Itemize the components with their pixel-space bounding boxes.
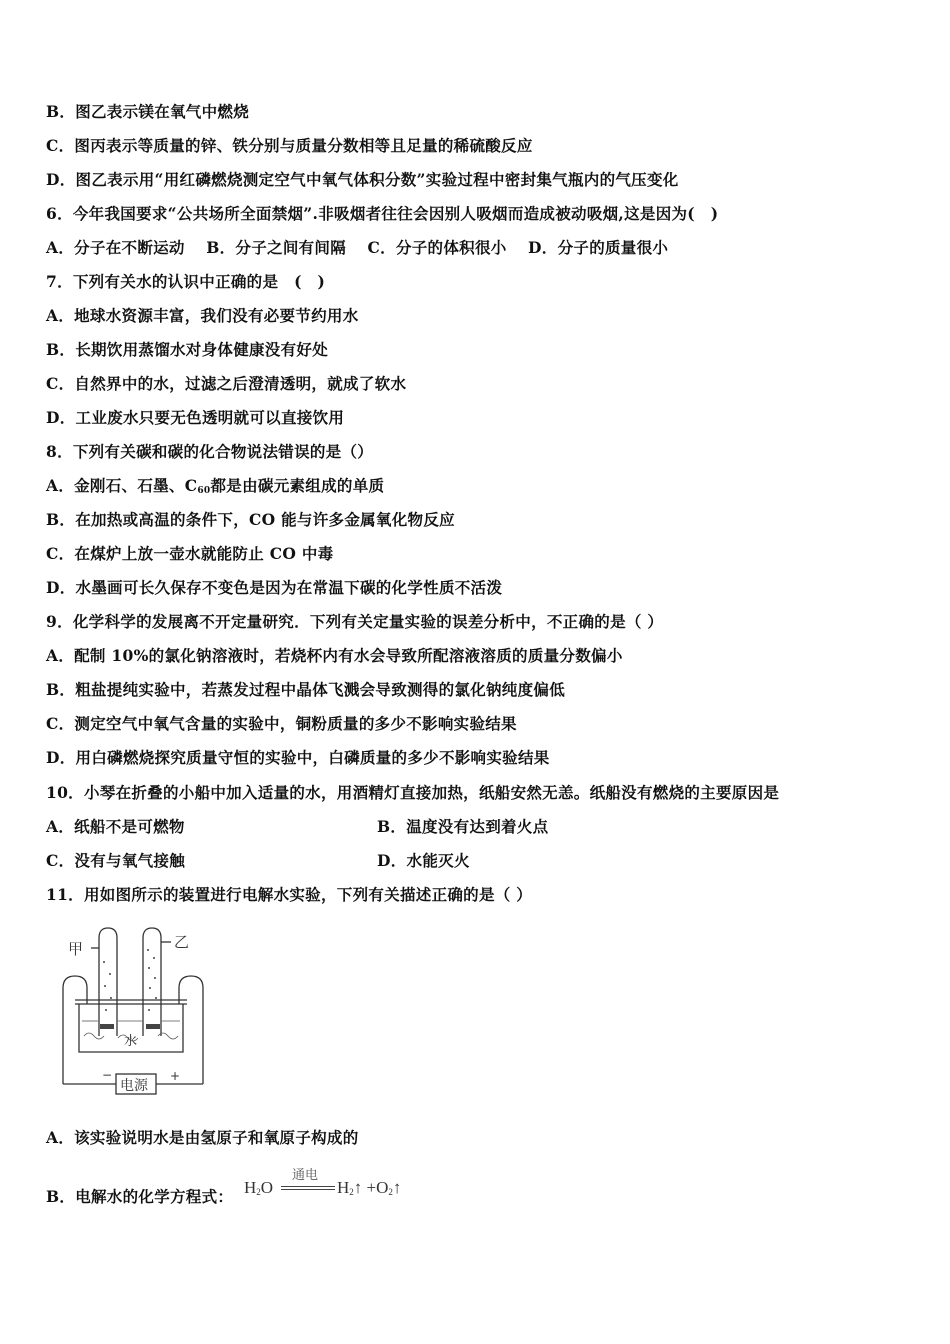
option-5d: D．图乙表示用“用红磷燃烧测定空气中氧气体积分数”实验过程中密封集气瓶内的气压变化 [46, 170, 679, 189]
label-water: 水 [124, 1034, 138, 1049]
question-7: 7．下列有关水的认识中正确的是 ( ) [46, 272, 326, 291]
option-11b: B．电解水的化学方程式： [46, 1187, 234, 1206]
question-6-options: A．分子在不断运动 B．分子之间有间隔 C．分子的体积很小 D．分子的质量很小 [46, 238, 669, 257]
option-7c: C．自然界中的水，过滤之后澄清透明，就成了软水 [46, 374, 407, 393]
question-11: 11．用如图所示的装置进行电解水实验，下列有关描述正确的是（ ） [46, 885, 533, 904]
plus-sign: + [170, 1069, 181, 1083]
option-9d: D．用白磷燃烧探究质量守恒的实验中，白磷质量的多少不影响实验结果 [46, 748, 550, 767]
option-8d: D．水墨画可长久保存不变色是因为在常温下碳的化学性质不活泼 [46, 578, 503, 597]
option-9c: C．测定空气中氧气含量的实验中，铜粉质量的多少不影响实验结果 [46, 714, 517, 733]
option-7b: B．长期饮用蒸馏水对身体健康没有好处 [46, 340, 329, 359]
equation-reactant: $H_2O$ [244, 1178, 274, 1197]
option-11a: A．该实验说明水是由氢原子和氧原子构成的 [46, 1128, 359, 1147]
equation-condition: 通电 [292, 1167, 319, 1182]
equation-bar-top [281, 1186, 335, 1187]
option-8c: C．在煤炉上放一壶水就能防止 CO 中毒 [46, 544, 334, 563]
option-10d: D．水能灭火 [377, 851, 470, 870]
option-5b: B．图乙表示镁在氧气中燃烧 [46, 102, 250, 121]
label-jia: 甲 [68, 940, 84, 958]
option-8b: B．在加热或高温的条件下，CO 能与许多金属氧化物反应 [46, 510, 455, 529]
equation-bar-bottom [281, 1189, 335, 1190]
option-9b: B．粗盐提纯实验中，若蒸发过程中晶体飞溅会导致测得的氯化钠纯度偏低 [46, 680, 566, 699]
equation-products: $H_2↑$ $+O_2↑$ [337, 1178, 402, 1197]
question-9: 9．化学科学的发展离不开定量研究．下列有关定量实验的误差分析中，不正确的是（ ） [46, 612, 664, 631]
electrolysis-apparatus-diagram [58, 926, 208, 1106]
option-8a: A．金刚石、石墨、$C_{60}$都是由碳元素组成的单质 [46, 476, 385, 496]
option-7d: D．工业废水只要无色透明就可以直接饮用 [46, 408, 345, 427]
label-power: 电源 [120, 1078, 148, 1094]
question-10: 10．小琴在折叠的小船中加入适量的水，用酒精灯直接加热，纸船安然无恙。纸船没有燃烧的主要原因是 [46, 783, 780, 802]
option-10a: A．纸船不是可燃物 [46, 817, 185, 836]
question-8: 8．下列有关碳和碳的化合物说法错误的是（） [46, 442, 374, 461]
label-yi: 乙 [174, 933, 190, 951]
option-7a: A．地球水资源丰富，我们没有必要节约用水 [46, 306, 359, 325]
option-5c: C．图丙表示等质量的锌、铁分别与质量分数相等且足量的稀硫酸反应 [46, 136, 533, 155]
option-10c: C．没有与氧气接触 [46, 851, 186, 870]
option-9a: A．配制 10%的氯化钠溶液时，若烧杯内有水会导致所配溶液溶质的质量分数偏小 [46, 646, 623, 665]
minus-sign: − [102, 1068, 113, 1082]
option-10b: B．温度没有达到着火点 [377, 817, 549, 836]
question-6: 6．今年我国要求“公共场所全面禁烟”.非吸烟者往往会因别人吸烟而造成被动吸烟,这是因为( ) [46, 204, 719, 223]
